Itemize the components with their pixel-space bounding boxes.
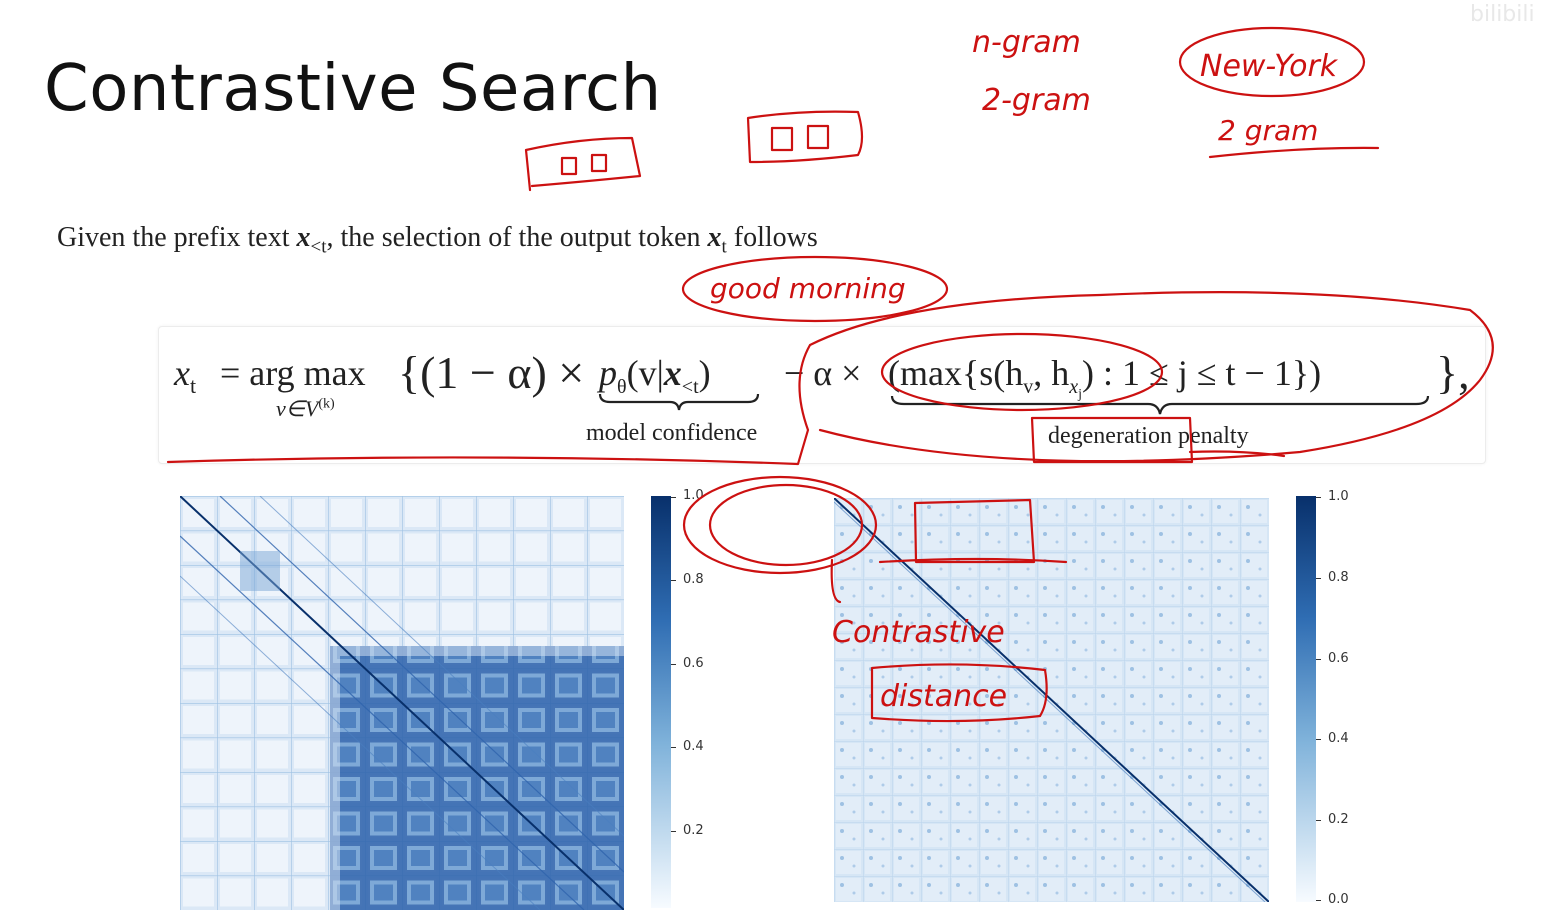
note-contrastive: Contrastive: [832, 615, 1005, 650]
formula-argmax-sup: (k): [318, 396, 335, 412]
right-tick-mark-6: [1316, 900, 1321, 901]
right-tick-2: 0.8: [1328, 570, 1349, 585]
left-colorbar: [651, 496, 671, 908]
right-colorbar: [1296, 496, 1316, 902]
note-good-morning-circle: [683, 257, 947, 321]
note-box-1-sq-b: [592, 155, 606, 171]
note-newyork: New-York: [1200, 49, 1338, 84]
note-2gram: 2-gram: [982, 83, 1091, 118]
right-tick-mark-3: [1316, 659, 1321, 660]
right-tick-4: 0.4: [1328, 731, 1349, 746]
note-good-morning: good morning: [710, 272, 906, 305]
note-2gram-b: 2 gram: [1218, 114, 1319, 147]
note-2gram-underline: [1210, 148, 1378, 157]
right-tick-3: 0.6: [1328, 651, 1349, 666]
formula-close: },: [1436, 347, 1470, 398]
slide-title: Contrastive Search: [44, 52, 662, 126]
formula-lhs-sub: t: [189, 373, 197, 399]
left-tick-mark-5: [671, 831, 676, 832]
note-box-1: [526, 138, 640, 190]
prefix-sentence: [57, 222, 818, 259]
label-degeneration-penalty: degeneration penalty: [1048, 423, 1249, 449]
right-similarity-heatmap: [834, 498, 1269, 902]
right-tick-6: 0.0: [1328, 892, 1349, 907]
right-tick-mark-4: [1316, 739, 1321, 740]
left-similarity-heatmap: [180, 496, 624, 910]
left-tick-3: 0.6: [683, 656, 704, 671]
formula-prob-args: (v|: [626, 353, 664, 393]
formula-argmax-sub-text: v∈V: [276, 396, 319, 421]
formula-max-rest: ) : 1 ≤ j ≤ t − 1}): [1082, 353, 1322, 393]
formula-max-v: v: [1023, 376, 1034, 399]
formula-prob-close: ): [698, 353, 711, 393]
note-box-2-sq-a: [772, 128, 792, 150]
left-tick-2: 0.8: [683, 572, 704, 587]
label-model-confidence: model confidence: [586, 420, 758, 446]
note-ngram: n-gram: [972, 25, 1081, 60]
formula-lhs-var: x: [174, 353, 190, 393]
formula-prob-var-sub: <t: [681, 376, 699, 399]
left-tick-mark-2: [671, 580, 676, 581]
prefix-text-a: Given the prefix text: [57, 222, 297, 253]
formula-argmax-sub: [276, 396, 335, 422]
formula-max-expr: (max{s(h: [888, 353, 1024, 393]
left-tick-mark-1: [671, 497, 676, 498]
formula-argmax: = arg max: [220, 353, 366, 393]
right-tick-mark-1: [1316, 497, 1321, 498]
formula-max-mid: , h: [1033, 353, 1070, 393]
prefix-sub-b: t: [721, 236, 727, 258]
note-newyork-circle: [1180, 28, 1364, 96]
note-box-2: [748, 112, 862, 162]
right-tick-mark-5: [1316, 820, 1321, 821]
left-tick-4: 0.4: [683, 739, 704, 754]
penalty-underbrace: [890, 394, 1430, 418]
left-tick-1: 1.0: [683, 488, 704, 503]
formula-lhs: [174, 352, 196, 399]
right-tick-1: 1.0: [1328, 489, 1349, 504]
prefix-text-b: , the selection of the output token: [326, 222, 708, 253]
right-tick-mark-2: [1316, 578, 1321, 579]
prefix-sub-a: <t: [310, 236, 327, 258]
formula-max-j: j: [1078, 387, 1083, 403]
watermark: bilibili: [1470, 2, 1535, 27]
left-tick-mark-3: [671, 664, 676, 665]
formula-minus-alpha: − α ×: [784, 353, 862, 393]
right-tick-5: 0.2: [1328, 812, 1349, 827]
formula-open: {(1 − α) ×: [398, 347, 585, 398]
note-box-1-sq-a: [562, 158, 576, 174]
note-distance: distance: [880, 679, 1008, 714]
formula-prob-var: x: [663, 353, 682, 393]
formula-prob-sub: θ: [617, 376, 627, 399]
prefix-var-b: x: [707, 222, 722, 253]
confidence-underbrace: [598, 392, 760, 414]
prefix-text-c: follows: [726, 222, 818, 253]
formula-prob-p: p: [599, 353, 617, 393]
note-box-2-sq-b: [808, 126, 828, 148]
prefix-var-a: x: [296, 222, 311, 253]
left-tick-mark-4: [671, 747, 676, 748]
left-tick-5: 0.2: [683, 823, 704, 838]
formula-max-xj: x: [1069, 376, 1079, 399]
